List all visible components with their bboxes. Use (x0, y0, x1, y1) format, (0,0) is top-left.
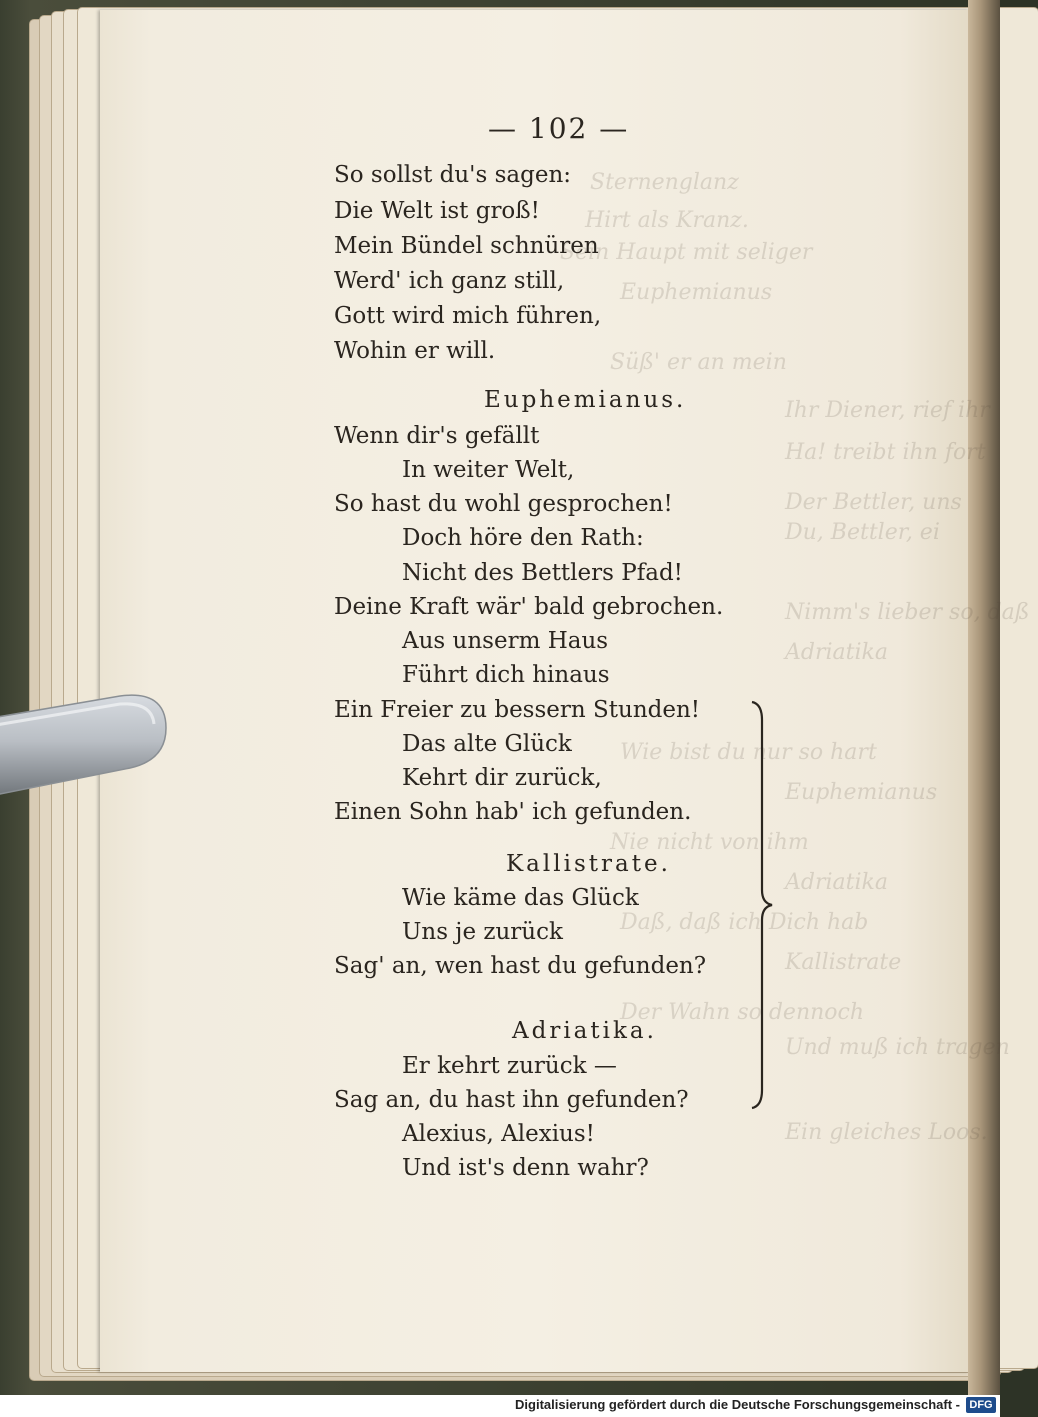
show-through-line: Der Wahn so dennoch (620, 1000, 865, 1025)
show-through-line: Und muß ich tragen (785, 1035, 1010, 1060)
verse-line: So hast du wohl gesprochen! (334, 491, 673, 517)
verse-line: So sollst du's sagen: (334, 162, 572, 188)
show-through-line: Euphemianus (620, 280, 773, 305)
footer-bar (480, 1395, 1000, 1417)
show-through-line: Adriatika (785, 640, 888, 665)
verse-line: Gott wird mich führen, (334, 303, 602, 329)
verse-line: Wohin er will. (334, 338, 496, 364)
show-through-line: Wie bist du nur so hart (620, 740, 877, 765)
verse-line: Ein Freier zu bessern Stunden! (334, 697, 701, 723)
show-through-line: Sein Haupt mit seliger (560, 240, 813, 265)
verse-line: Führt dich hinaus (402, 662, 610, 688)
show-through-line: Ein gleiches Loos. (785, 1120, 988, 1145)
show-through-line: Kallistrate (785, 950, 902, 975)
verse-line: In weiter Welt, (402, 457, 575, 483)
verse-line: Die Welt ist groß! (334, 198, 540, 224)
show-through-line: Süß' er an mein (610, 350, 787, 375)
verse-line: Alexius, Alexius! (402, 1121, 595, 1147)
book-spine (968, 0, 1000, 1395)
show-through-line: Hirt als Kranz. (585, 208, 749, 233)
funding-notice: Digitalisierung gefördert durch die Deutsche Forschungsgemeinschaft - (515, 1397, 960, 1412)
verse-line: Einen Sohn hab' ich gefunden. (334, 799, 692, 825)
page-number: — 102 — (488, 112, 630, 145)
show-through-line: Der Bettler, uns (785, 490, 962, 515)
verse-line: Werd' ich ganz still, (334, 268, 565, 294)
verse-line: Nicht des Bettlers Pfad! (402, 560, 683, 586)
verse-line: Und ist's denn wahr? (402, 1155, 649, 1181)
show-through-line: Ha! treibt ihn fort (785, 440, 986, 465)
verse-line: Deine Kraft wär' bald gebrochen. (334, 594, 724, 620)
verse-line: Kehrt dir zurück, (402, 765, 602, 791)
verse-line: Sag an, du hast ihn gefunden? (334, 1087, 689, 1113)
verse-line: Doch höre den Rath: (402, 525, 644, 551)
speaker-name: Euphemianus. (484, 387, 687, 413)
speaker-name: Adriatika. (512, 1018, 657, 1044)
verse-line: Mein Bündel schnüren (334, 233, 599, 259)
verse-line: Wenn dir's gefällt (334, 423, 540, 449)
verse-line: Uns je zurück (402, 919, 563, 945)
dfg-logo: DFG (966, 1397, 996, 1413)
page-holder-clip (0, 690, 170, 798)
show-through-line: Adriatika (785, 870, 888, 895)
show-through-line: Sternenglanz (590, 170, 739, 195)
bracket-brace (748, 700, 778, 1110)
verse-line: Sag' an, wen hast du gefunden? (334, 953, 707, 979)
show-through-line: Daß, daß ich Dich hab (620, 910, 869, 935)
show-through-line: Du, Bettler, ei (785, 520, 940, 545)
footer-strip (0, 1395, 480, 1417)
show-through-line: Ihr Diener, rief ihr (785, 398, 990, 423)
verse-line: Das alte Glück (402, 731, 572, 757)
show-through-line: Nimm's lieber so, daß (785, 600, 1030, 625)
speaker-name: Kallistrate. (506, 851, 671, 877)
show-through-line: Nie nicht von ihm (610, 830, 809, 855)
verse-line: Aus unserm Haus (402, 628, 609, 654)
verse-line: Er kehrt zurück — (402, 1053, 617, 1079)
show-through-line: Euphemianus (785, 780, 938, 805)
verse-line: Wie käme das Glück (402, 885, 639, 911)
